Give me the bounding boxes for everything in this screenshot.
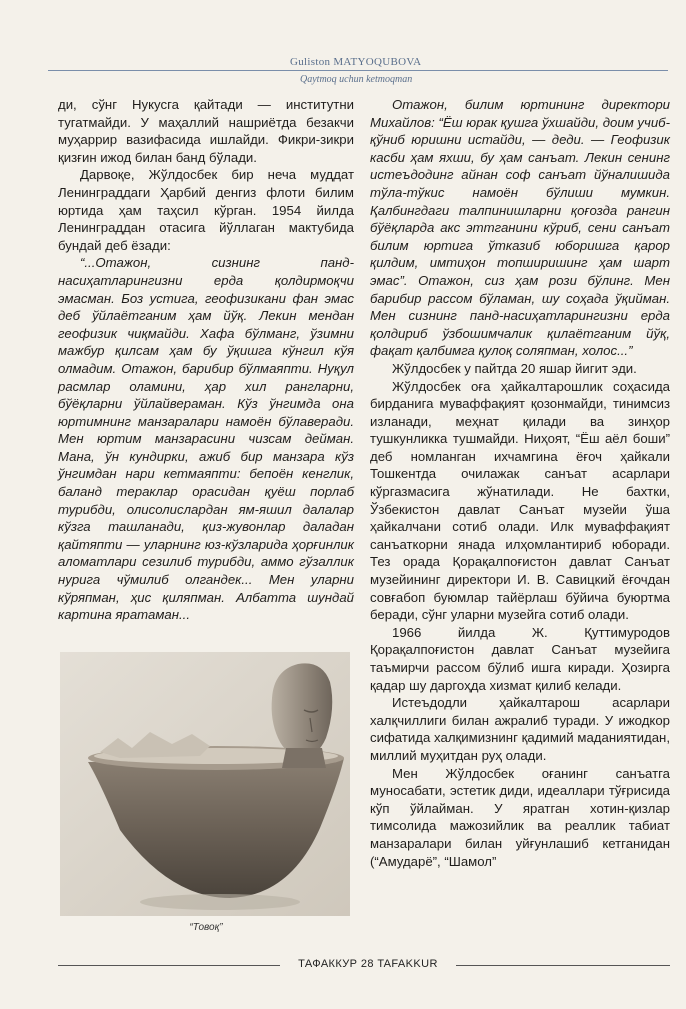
right-paragraph-1: Жўлдосбек у пайтда 20 яшар йигит эди. — [392, 360, 637, 376]
page-footer — [58, 956, 670, 976]
figure-caption: “Товоқ” — [189, 922, 223, 933]
header-author: Guliston MATYOQUBOVA — [290, 56, 422, 68]
footer-divider-right — [456, 965, 670, 966]
footer-divider-left — [58, 965, 280, 966]
right-paragraph-3: 1966 йилда Ж. Қуттимуродов Қорақалпоғистон давлат Санъат музейига таъмирчи рассом бўлиб ишга киради. Ҳозирга қадар шу даргоҳда хизмат қилиб келади. — [370, 624, 670, 693]
header-divider — [48, 70, 668, 71]
right-column — [370, 96, 670, 870]
left-paragraph-1: ди, сўнг Нукусга қайтади — институтни тугатмайди. У маҳаллий нашриётда безакчи муҳаррир вазифасида ишлайди. Фикри-зикри қизғин ижод билан банд бўлади. — [58, 97, 354, 165]
left-quote: “...Отажон, сизнинг панд-насиҳатларингизни ерда қолдирмоқчи эмасман. Боз устига, геофизикани фан эмас деб ўйлаётганим ҳам йўқ. Лекин мендан геофизик чиқмайди. Хафа бўлманг, ўзимни мажбур қилсам ҳам бу ўқишга кўнгил кўя олмадим. Отажон, барибир бўлмаяпти. Нуқул расмлар оламини, ҳар хил рангларни, бўёқларни ўйлайвераман. Кўз ўнгимда она юртимнинг манзаралари намоён бўлаверади. Мен юртим манзарасини чизсам дейман. Мана, ўн кундирки, ажиб бир манзара кўз ўнгимдан нари кетмаяпти: бепоён кенглик, баланд тераклар орасидан қуёш порлаб турибди, олисолислардан ям-яшил далалар кўзга ташланади, қиз-жувонлар даладан қайтяпти — уларнинг юз-кўзларида ҳорғинлик аломатлари сезилиб турибди, аммо гўзаллик нурига чўмилиб олгандек... Мен уларни кўряпман, ҳис қиляпман. Албатта шундай картина яратаман... — [58, 255, 354, 623]
right-quote: Отажон, билим юртининг директори Михайлов: “Ёш юрак қушга ўхшайди, доим учиб-қўниб юришни истайди, — деди. — Геофизик касби ҳам яхши, бу ҳам санъат. Лекин сенинг истеъдодинг айнан соф санъат йўналишида тўла-тўкис намоён бўлиши мумкин. Қалбингдаги талпинишларни қоғозда рангин бўёқларда акс эттганини кўриб, сени санъат билим юртига ўтказиб юборишга қарор қилдим, имтиҳон топширишинг ҳам шарт эмас”. Отажон, сиз ҳам рози бўлинг. Мен барибир рассом бўламан, шу соҳада ўқийман. Мен сизнинг панд-насиҳатларингизни ерда қолдириб ўзбошимчалик қилаётганим йўқ, фақат қалбимга қулоқ соляпман, холос...” — [370, 97, 670, 359]
left-paragraph-2: Дарвоқе, Жўлдосбек бир неча муддат Ленинграддаги Ҳарбий денгиз флоти билим юртида ҳам таҳсил кўрган. 1954 йилда Ленинграддан отасига йўллаган мактубида бундай деб ёзади: — [58, 167, 354, 253]
bowl-sculpture-image — [60, 652, 350, 916]
header-subtitle: Qaytmoq uchun ketmoqman — [300, 74, 413, 85]
right-paragraph-4: Истеъдодли ҳайкалтарош асарлари халқчиллиги билан ажралиб туради. У ижодкор сифатида халқимизнинг қадимий маданиятидан, миллий муҳитдан руҳ олади. — [370, 695, 670, 763]
left-column — [58, 96, 354, 624]
right-paragraph-5: Мен Жўлдосбек оғанинг санъатга муносабати, эстетик диди, идеаллари тўғрисида кўп ўйлайман. У яратган хотин-қизлар тимсолида мажозийлик ва реаллик табиат манзаралари билан уйғунлашиб кетганидан (“Амударё”, “Шамол” — [370, 765, 670, 869]
right-paragraph-2: Жўлдосбек оға ҳайкалтарошлик соҳасида бирданига муваффақият қозонмайди, тинимсиз изланади, меҳнат қилади ва зинҳор тушкунликка тушмайди. Ниҳоят, “Ёш аёл боши” деб номланган ихчамгина ёғоч ҳайкали Тошкентда очилажак санъат асарлари кўргазмасига жўнатилади. Не бахтки, Ўзбекистон давлат Санъат музейи ўша ҳайкалчани сотиб олади. Илк муваффақият санъаткорни янада илҳомлантириб юборади. Тез орада Қорақалпоғистон давлат Санъат музейининг директори И. В. Савицкий ёғочдан совғабоп буюмлар тайёрлаш бўйича буюртма беради, сўнг уларни музейга сотиб олади. — [370, 378, 670, 623]
footer-page-number: ТАФАККУР 28 TAFAKKUR — [298, 958, 438, 970]
bowl-sculpture-photo — [60, 652, 350, 916]
